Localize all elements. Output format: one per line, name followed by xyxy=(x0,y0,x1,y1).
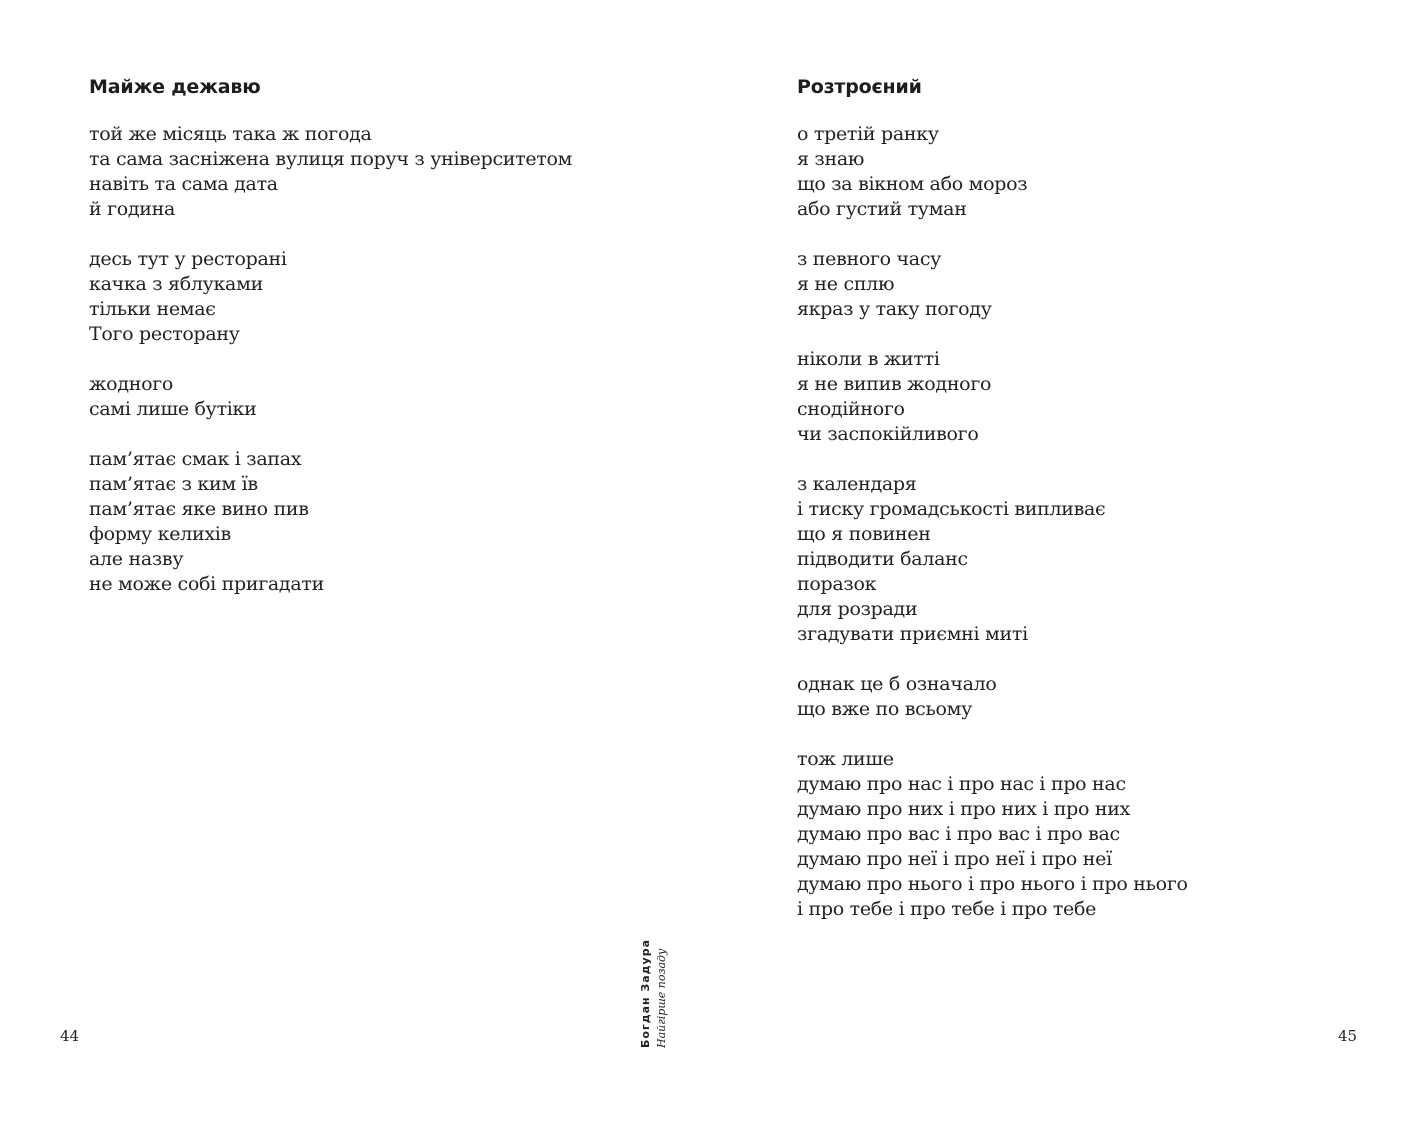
poem-line: жодного xyxy=(89,373,174,395)
running-footer-text xyxy=(622,938,669,1048)
poem-line: чи заспокійливого xyxy=(797,423,979,445)
poem-line: або густий туман xyxy=(797,198,967,220)
poem-line: самі лише бутіки xyxy=(89,398,257,420)
poem-line: що я повинен xyxy=(797,523,931,545)
stanza xyxy=(89,247,572,347)
poem-line: ніколи в житті xyxy=(797,348,940,370)
book-title: Найгірше позаду xyxy=(655,948,668,1048)
poem-line: згадувати приємні миті xyxy=(797,623,1028,645)
stanza xyxy=(89,447,572,597)
poem-left xyxy=(89,72,572,622)
poem-right xyxy=(797,72,1188,947)
poem-line: думаю про неї і про неї і про неї xyxy=(797,848,1112,870)
poem-line: думаю про них і про них і про них xyxy=(797,798,1131,820)
running-footer xyxy=(622,938,686,1048)
poem-line: тож лише xyxy=(797,748,894,770)
poem-line: з календаря xyxy=(797,473,917,495)
stanza xyxy=(797,472,1188,647)
poem-line: десь тут у ресторані xyxy=(89,248,287,270)
poem-line: думаю про вас і про вас і про вас xyxy=(797,823,1120,845)
poem-line: я знаю xyxy=(797,148,865,170)
poem-line: думаю про нас і про нас і про нас xyxy=(797,773,1126,795)
poem-line: пам’ятає смак і запах xyxy=(89,448,302,470)
left-page xyxy=(0,0,708,1122)
poem-line: якраз у таку погоду xyxy=(797,298,992,320)
stanza xyxy=(797,247,1188,322)
poem-line: Того ресторану xyxy=(89,323,240,345)
poem-line: та сама засніжена вулиця поруч з університетом xyxy=(89,148,573,170)
poem-line: форму келихів xyxy=(89,523,231,545)
poem-line: підводити баланс xyxy=(797,548,968,570)
stanza xyxy=(89,122,572,222)
stanza xyxy=(797,747,1188,922)
poem-line: для розради xyxy=(797,598,918,620)
stanza xyxy=(797,672,1188,722)
poem-line: думаю про нього і про нього і про нього xyxy=(797,873,1188,895)
poem-line: о третій ранку xyxy=(797,123,939,145)
poem-line: качка з яблуками xyxy=(89,273,263,295)
poem-line: я не випив жодного xyxy=(797,373,992,395)
poem-line: пам’ятає з ким їв xyxy=(89,473,258,495)
poem-line: і тиску громадськості випливає xyxy=(797,498,1106,520)
right-page xyxy=(708,0,1417,1122)
stanza xyxy=(797,347,1188,447)
page-number-left: 44 xyxy=(60,1027,80,1045)
poem-line: не може собі пригадати xyxy=(89,573,324,595)
poem-line: з певного часу xyxy=(797,248,942,270)
page-number-right: 45 xyxy=(1338,1027,1358,1045)
poem-line: поразок xyxy=(797,573,877,595)
stanza xyxy=(797,122,1188,222)
poem-line: пам’ятає яке вино пив xyxy=(89,498,309,520)
poem-line: однак це б означало xyxy=(797,673,997,695)
poem-line: тільки немає xyxy=(89,298,216,320)
poem-line: той же місяць така ж погода xyxy=(89,123,372,145)
poem-line: але назву xyxy=(89,548,184,570)
poem-line: й година xyxy=(89,198,176,220)
poem-line: навіть та сама дата xyxy=(89,173,278,195)
stanza xyxy=(89,372,572,422)
poem-line: я не сплю xyxy=(797,273,895,295)
poem-title: Розтроєний xyxy=(797,76,922,98)
author-name: Богдан Задура xyxy=(639,938,652,1048)
poem-line: що за вікном або мороз xyxy=(797,173,1028,195)
poem-line: що вже по всьому xyxy=(797,698,973,720)
poem-line: снодійного xyxy=(797,398,905,420)
poem-title: Майже дежавю xyxy=(89,76,261,98)
poem-line: і про тебе і про тебе і про тебе xyxy=(797,898,1097,920)
